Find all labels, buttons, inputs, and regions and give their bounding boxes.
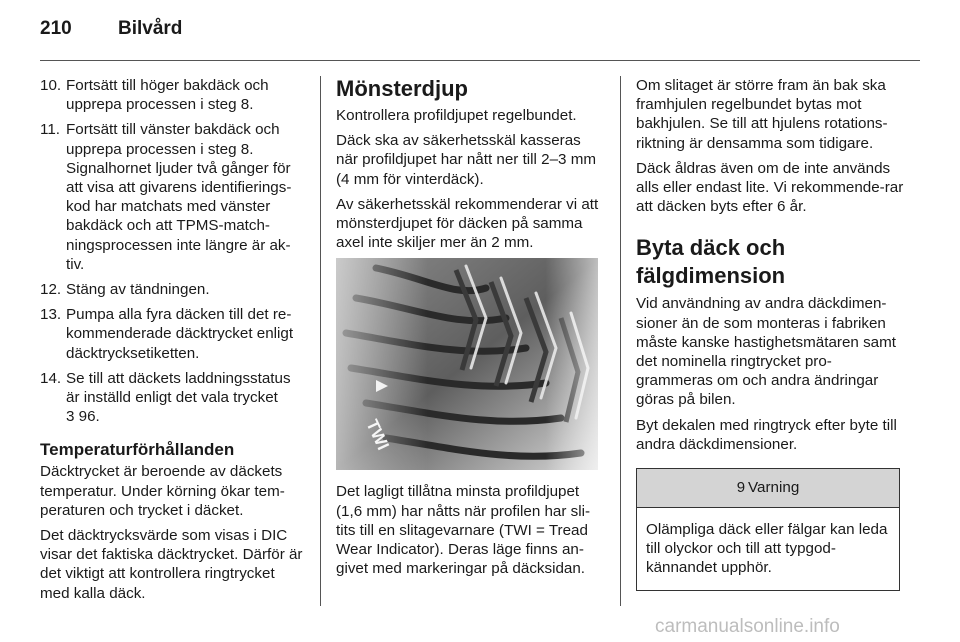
column-right xyxy=(636,76,904,591)
step-text: Se till att däckets laddningsstatus är inställd enligt det vala trycket xyxy=(66,369,291,407)
warning-header xyxy=(637,469,899,508)
column-middle xyxy=(336,76,606,584)
paragraph: Däck ska av säkerhetsskäl kasseras när profildjupet har nått ner till 2–3 mm (4 mm för vinterdäck). xyxy=(336,132,597,188)
paragraph: Av säkerhetsskäl rekommenderar vi att mönsterdjupet för däcken på samma axel inte skiljer mer än 2 mm. xyxy=(336,195,599,252)
step-number: 14. xyxy=(40,369,62,387)
column-divider xyxy=(620,76,621,606)
page-title: Bilvård xyxy=(118,18,183,39)
step-text: Stäng av tändningen. xyxy=(66,281,210,299)
list-item xyxy=(40,369,305,427)
step-number: 10. xyxy=(40,77,62,94)
steps-list xyxy=(40,76,305,426)
step-number: 13. xyxy=(40,306,62,324)
paragraph: Vid användning av andra däckdimen-sioner än de som monteras i fabriken måste kanske hastighetsmätaren samt det nominella ringtrycket pro-grammeras om och andra ändringar göras på bilen. xyxy=(636,295,896,409)
paragraph: Byt dekalen med ringtryck efter byte till andra däckdimensioner. xyxy=(636,416,897,453)
step-text: Fortsätt till vänster bakdäck och upprepa processen i steg 8. Signalhornet ljuder två gånger för att visa att givarens identifierings-kod har matchats med vänster bakdäck och att TPMS-match-ningsprocessen inte längre är ak-tiv. xyxy=(66,121,292,273)
step-text: Pumpa alla fyra däcken till det re-kommenderade däcktrycket enligt däcktrycksetiketten. xyxy=(66,306,294,362)
page-header xyxy=(40,18,920,50)
column-left xyxy=(40,76,305,609)
section-heading-temperature: Temperaturförhållanden xyxy=(40,440,235,460)
list-item xyxy=(40,280,305,299)
paragraph: Däcktrycket är beroende av däckets temperatur. Under körning ökar tem-peraturen och trycket i däcket. xyxy=(40,463,285,519)
step-text: Fortsätt till höger bakdäck och upprepa processen i steg 8. xyxy=(66,77,269,114)
header-divider xyxy=(40,60,920,61)
list-item xyxy=(40,305,305,363)
warning-title: Varning xyxy=(748,479,800,497)
warning-icon: 9 xyxy=(736,479,746,497)
column-divider xyxy=(320,76,321,606)
warning-text: Olämpliga däck eller fälgar kan leda till olyckor och till att typgod-kännandet upphör. xyxy=(646,521,888,577)
tire-tread-illustration xyxy=(336,258,598,470)
paragraph: Kontrollera profildjupet regelbundet. xyxy=(336,107,577,124)
paragraph: Däck åldras även om de inte används alls eller endast lite. Vi rekommende-rar att däcken byts efter 6 år. xyxy=(636,159,904,216)
section-heading-tire-change: Byta däck och fälgdimension xyxy=(636,235,786,289)
paragraph: Det lagligt tillåtna minsta profildjupet (1,6 mm) har nåtts när profilen har sli-tits till en slitagevarnare (TWI = Tread Wear Indicator). Deras läge finns an-givet med markeringar på däcksidan. xyxy=(336,483,591,578)
watermark: carmanualsonline.info xyxy=(655,616,840,637)
paragraph: Om slitaget är större fram än bak ska framhjulen regelbundet bytas mot bakhjulen. Se till att hjulens rotations-riktning är densamma som tidigare. xyxy=(636,77,888,152)
step-number: 11. xyxy=(40,121,60,139)
warning-box xyxy=(636,468,900,591)
paragraph: Det däcktrycksvärde som visas i DIC visar det faktiska däcktrycket. Därför är det viktigt att kontrollera ringtrycket med kalla däck. xyxy=(40,527,303,602)
step-number: 12. xyxy=(40,281,62,299)
page-reference-link[interactable]: 3 96. xyxy=(66,408,100,426)
list-item xyxy=(40,120,305,274)
section-heading-tread-depth: Mönsterdjup xyxy=(336,76,468,101)
list-item xyxy=(40,76,305,114)
page-number: 210 xyxy=(40,18,72,39)
